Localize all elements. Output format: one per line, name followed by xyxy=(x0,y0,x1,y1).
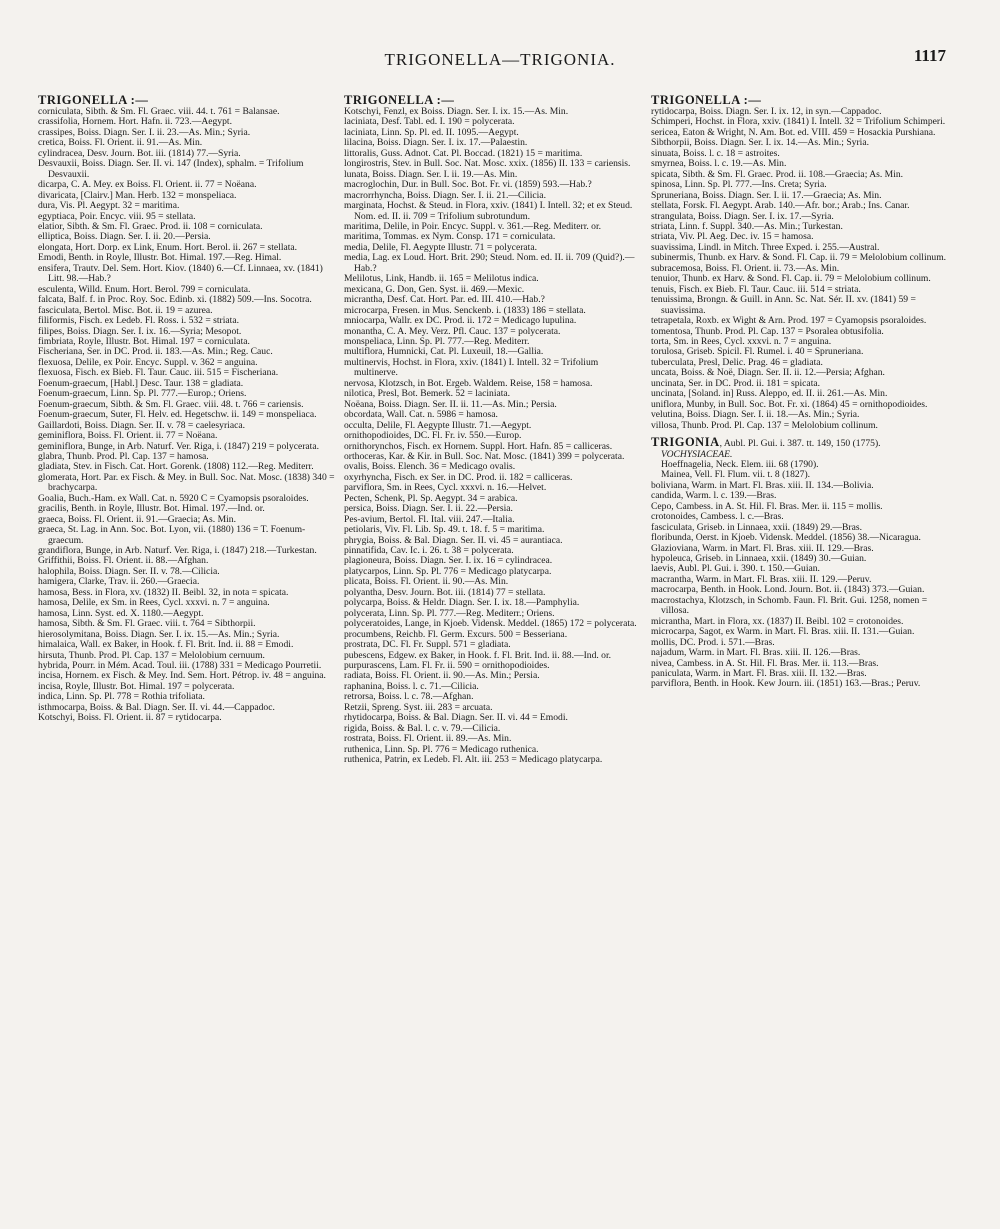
index-entry: fimbriata, Royle, Illustr. Bot. Himal. 197 = corniculata. xyxy=(38,335,250,347)
column-heading: TRIGONELLA :— xyxy=(344,93,455,107)
index-entry: Spruneriana, Boiss. Diagn. Ser. I. ii. 17.—Graecia; As. Min. xyxy=(651,189,882,201)
index-entry: macrocarpa, Benth. in Hook. Lond. Journ. Bot. ii. (1843) 373.—Guian. xyxy=(651,584,925,596)
index-entry: Pecten, Schenk, Pl. Sp. Aegypt. 34 = arabica. xyxy=(344,492,518,504)
index-entry: lilacina, Boiss. Diagn. Ser. I. ix. 17.—Palaestin. xyxy=(344,137,528,149)
index-entry: grandiflora, Bunge, in Arb. Naturf. Ver. Riga, i. (1847) 218.—Turkestan. xyxy=(38,545,317,557)
entry-list xyxy=(344,107,644,766)
index-entry: persica, Boiss. Diagn. Ser. I. ii. 22.—Persia. xyxy=(344,503,513,515)
index-entry: ovalis, Boiss. Elench. 36 = Medicago ovalis. xyxy=(344,461,516,473)
column-heading: TRIGONELLA :— xyxy=(38,93,149,107)
index-entry: Sibthorpii, Boiss. Diagn. Ser. I. ix. 14.—As. Min.; Syria. xyxy=(651,137,869,149)
index-entry: villosa, Thunb. Prod. Pl. Cap. 137 = Melolobium collinum. xyxy=(651,419,878,431)
index-entry: smyrnea, Boiss. l. c. 19.—As. Min. xyxy=(651,158,787,170)
index-entry: tomentosa, Thunb. Prod. Pl. Cap. 137 = Psoralea obtusifolia. xyxy=(651,325,884,337)
index-entry: geminiflora, Boiss. Fl. Orient. ii. 77 = Noëana. xyxy=(38,430,218,442)
index-entry: uniflora, Munby, in Bull. Soc. Bot. Fr. xi. (1864) 45 = ornithopodioides. xyxy=(651,398,928,410)
index-entry: raphanina, Boiss. l. c. 71.—Cilicia. xyxy=(344,680,479,692)
index-entry: sericea, Eaton & Wright, N. Am. Bot. ed. VIII. 459 = Hosackia Purshiana. xyxy=(651,126,936,138)
index-entry: Cepo, Cambess. in A. St. Hil. Fl. Bras. Mer. ii. 115 = mollis. xyxy=(651,500,883,512)
index-entry: spinosa, Linn. Sp. Pl. 777.—Ins. Creta; Syria. xyxy=(651,179,827,191)
index-entry: corniculata, Sibth. & Sm. Fl. Graec. viii. 44. t. 761 = Balansae. xyxy=(38,106,280,117)
column-1 xyxy=(38,94,338,724)
index-entry: hybrida, Pourr. in Mém. Acad. Toul. iii. (1788) 331 = Medicago Pourretii. xyxy=(38,660,322,672)
index-entry: pinnatifida, Cav. Ic. i. 26. t. 38 = polycerata. xyxy=(344,545,514,557)
index-entry: occulta, Delile, Fl. Aegypte Illustr. 71.—Aegypt. xyxy=(344,419,532,431)
index-entry: crassipes, Boiss. Diagn. Ser. I. ii. 23.—As. Min.; Syria. xyxy=(38,126,251,138)
index-entry: subracemosa, Boiss. Fl. Orient. ii. 73.—As. Min. xyxy=(651,262,840,274)
index-entry: hamosa, Linn. Syst. ed. X. 1180.—Aegypt. xyxy=(38,607,204,619)
index-entry: elongata, Hort. Dorp. ex Link, Enum. Hort. Berol. ii. 267 = stellata. xyxy=(38,241,298,253)
index-entry: hamosa, Sibth. & Sm. Fl. Graec. viii. t. 764 = Sibthorpii. xyxy=(38,618,256,630)
index-entry: laciniata, Desf. Tabl. ed. I. 190 = polycerata. xyxy=(344,116,515,128)
entry-list xyxy=(651,107,951,431)
index-entry: tenuissima, Brongn. & Guill. in Ann. Sc. Nat. Sér. II. xv. (1841) 59 = suavissima. xyxy=(651,294,916,316)
genus-name: TRIGONIA xyxy=(651,435,720,450)
index-entry: oxyrhyncha, Fisch. ex Ser. in DC. Prod. ii. 182 = calliceras. xyxy=(344,471,573,483)
index-entry: mniocarpa, Wallr. ex DC. Prod. ii. 172 = Medicago lupulina. xyxy=(344,315,577,327)
index-entry: esculenta, Willd. Enum. Hort. Berol. 799 = corniculata. xyxy=(38,283,251,295)
index-entry: purpurascens, Lam. Fl. Fr. ii. 590 = ornithopodioides. xyxy=(344,660,550,672)
index-entry: multinervis, Hochst. in Flora, xxiv. (1841) I. Intell. 32 = Trifolium multinerve. xyxy=(344,356,599,379)
index-entry: macrantha, Warm. in Mart. Fl. Bras. xiii. II. 129.—Peruv. xyxy=(651,573,872,585)
index-entry: graeca, Boiss. Fl. Orient. ii. 91.—Graecia; As. Min. xyxy=(38,513,236,525)
index-entry: geminiflora, Bunge, in Arb. Naturf. Ver. Riga, i. (1847) 219 = polycerata. xyxy=(38,440,319,452)
index-entry: microcarpa, Fresen. in Mus. Senckenb. i. (1833) 186 = stellata. xyxy=(344,304,586,316)
index-entry: strangulata, Boiss. Diagn. Ser. I. ix. 17.—Syria. xyxy=(651,210,834,222)
column-2 xyxy=(344,94,644,766)
index-entry: plagioneura, Boiss. Diagn. Ser. I. ix. 16 = cylindracea. xyxy=(344,555,553,567)
index-entry: plicata, Boiss. Fl. Orient. ii. 90.—As. Min. xyxy=(344,576,509,588)
index-entry: Gaillardoti, Boiss. Diagn. Ser. II. v. 78 = caelesyriaca. xyxy=(38,419,246,431)
index-entry: crotonoides, Cambess. l. c.—Bras. xyxy=(651,511,784,523)
index-entry: flexuosa, Fisch. ex Bieb. Fl. Taur. Cauc. iii. 515 = Fischeriana. xyxy=(38,367,279,379)
index-entry: hirsuta, Thunb. Prod. Pl. Cap. 137 = Melolobium cernuum. xyxy=(38,649,265,661)
index-entry: Fischeriana, Ser. in DC. Prod. ii. 183.—As. Min.; Reg. Cauc. xyxy=(38,346,273,358)
index-entry: Foenum-graecum, Sibth. & Sm. Fl. Graec. viii. 48. t. 766 = cariensis. xyxy=(38,398,304,410)
index-entry: Goalia, Buch.-Ham. ex Wall. Cat. n. 5920 C = Cyamopsis psoraloides. xyxy=(38,492,309,504)
index-entry: Foenum-graecum, [Habl.] Desc. Taur. 138 = gladiata. xyxy=(38,377,244,389)
index-entry: macrostachya, Klotzsch, in Schomb. Faun. Fl. Brit. Gui. 1258, nomen = villosa. xyxy=(651,594,928,617)
index-entry: floribunda, Oerst. in Kjoeb. Vidensk. Meddel. (1856) 38.—Nicaragua. xyxy=(651,532,921,544)
index-entry: parviflora, Benth. in Hook. Kew Journ. iii. (1851) 163.—Bras.; Peruv. xyxy=(651,678,921,690)
index-entry: falcata, Balf. f. in Proc. Roy. Soc. Edinb. xi. (1882) 509.—Ins. Socotra. xyxy=(38,294,312,306)
column-3 xyxy=(651,94,951,690)
index-entry: obcordata, Wall. Cat. n. 5986 = hamosa. xyxy=(344,409,498,421)
index-entry: pubescens, Edgew. ex Baker, in Hook. f. Fl. Brit. Ind. ii. 88.—Ind. or. xyxy=(344,649,612,661)
index-entry: Emodi, Benth. in Royle, Illustr. Bot. Himal. 197.—Reg. Himal. xyxy=(38,252,282,264)
index-entry: isthmocarpa, Boiss. & Bal. Diagn. Ser. II. vi. 44.—Cappadoc. xyxy=(38,701,275,713)
index-entry: stellata, Forsk. Fl. Aegypt. Arab. 140.—Afr. bor.; Arab.; Ins. Canar. xyxy=(651,200,910,212)
index-entry: indica, Linn. Sp. Pl. 778 = Rothia trifoliata. xyxy=(38,691,205,703)
index-entry: tuberculata, Presl, Delic. Prag. 46 = gladiata. xyxy=(651,356,823,368)
index-entry: polycerata, Linn. Sp. Pl. 777.—Reg. Mediterr.; Oriens. xyxy=(344,607,555,619)
page-title: TRIGONELLA—TRIGONIA. xyxy=(384,50,616,69)
index-entry: crassifolia, Hornem. Hort. Hafn. ii. 723.—Aegypt. xyxy=(38,116,232,128)
index-entry: glabra, Thunb. Prod. Pl. Cap. 137 = hamosa. xyxy=(38,450,209,462)
index-entry: subinermis, Thunb. ex Harv. & Sond. Fl. Cap. ii. 79 = Melolobium collinum. xyxy=(651,252,947,264)
column-heading: TRIGONELLA :— xyxy=(651,93,762,107)
index-entry: tenuior, Thunb. ex Harv. & Sond. Fl. Cap. ii. 79 = Melolobium collinum. xyxy=(651,273,931,285)
index-entry: fasciculata, Griseb. in Linnaea, xxii. (1849) 29.—Bras. xyxy=(651,521,863,533)
index-entry: Desvauxii, Boiss. Diagn. Ser. II. vi. 147 (Index), sphalm. = Trifolium Desvauxii. xyxy=(38,158,304,180)
index-entry: maritima, Delile, in Poir. Encyc. Suppl. v. 361.—Reg. Mediterr. or. xyxy=(344,220,602,232)
index-entry: orthoceras, Kar. & Kir. in Bull. Soc. Nat. Mosc. (1841) 399 = polycerata. xyxy=(344,450,625,462)
running-head xyxy=(0,46,1000,74)
index-entry: rostrata, Boiss. Fl. Orient. ii. 89.—As. Min. xyxy=(344,733,512,745)
index-entry: ruthenica, Linn. Sp. Pl. 776 = Medicago ruthenica. xyxy=(344,743,539,755)
index-entry: hypoleuca, Griseb. in Linnaea, xxii. (1849) 30.—Guian. xyxy=(651,553,867,565)
index-entry: rhytidocarpa, Boiss. & Bal. Diagn. Ser. II. vi. 44 = Emodi. xyxy=(344,712,568,724)
index-entry: cylindracea, Desv. Journ. Bot. iii. (1814) 77.—Syria. xyxy=(38,147,241,159)
index-entry: rigida, Boiss. & Bal. l. c. v. 79.—Cilicia. xyxy=(344,722,501,734)
index-entry: radiata, Boiss. Fl. Orient. ii. 90.—As. Min.; Persia. xyxy=(344,670,540,682)
index-entry: micrantha, Mart. in Flora, xx. (1837) II. Beibl. 102 = crotonoides. xyxy=(651,615,904,627)
index-entry: fasciculata, Bertol. Misc. Bot. ii. 19 = azurea. xyxy=(38,304,213,316)
index-entry: media, Lag. ex Loud. Hort. Brit. 290; Steud. Nom. ed. II. ii. 709 (Quid?).—Hab.? xyxy=(344,252,635,274)
index-entry: maritima, Tommas. ex Nym. Consp. 171 = corniculata. xyxy=(344,231,556,243)
index-entry: lunata, Boiss. Diagn. Ser. I. ii. 19.—As. Min. xyxy=(344,168,518,180)
index-entry: Kotschyi, Fenzl, ex Boiss. Diagn. Ser. I. ix. 15.—As. Min. xyxy=(344,106,569,117)
index-entry: micrantha, Desf. Cat. Hort. Par. ed. III. 410.—Hab.? xyxy=(344,294,545,306)
index-entry: spicata, Sibth. & Sm. Fl. Graec. Prod. ii. 108.—Graecia; As. Min. xyxy=(651,168,904,180)
index-entry: hierosolymitana, Boiss. Diagn. Ser. I. ix. 15.—As. Min.; Syria. xyxy=(38,628,280,640)
index-entry: ornithorynchos, Fisch. ex Hornem. Suppl. Hort. Hafn. 85 = calliceras. xyxy=(344,440,613,452)
index-entry: ruthenica, Patrin, ex Ledeb. Fl. Alt. iii. 253 = Medicago platycarpa. xyxy=(344,754,603,766)
index-entry: rytidocarpa, Boiss. Diagn. Ser. I. ix. 12, in syn.—Cappadoc. xyxy=(651,106,882,117)
index-entry: marginata, Hochst. & Steud. in Flora, xxiv. (1841) I. Intell. 32; et ex Steud. Nom. ed. II. ii. 709 = Trifolium subrotundum. xyxy=(344,200,633,222)
index-entry: striata, Viv. Pl. Aeg. Dec. iv. 15 = hamosa. xyxy=(651,231,814,243)
index-entry: nivea, Cambess. in A. St. Hil. Fl. Bras. Mer. ii. 113.—Bras. xyxy=(651,657,879,669)
index-entry: platycarpos, Linn. Sp. Pl. 776 = Medicago platycarpa. xyxy=(344,565,552,577)
index-entry: filiformis, Fisch. ex Ledeb. Fl. Ross. i. 532 = striata. xyxy=(38,315,240,327)
index-entry: longirostris, Stev. in Bull. Soc. Nat. Mosc. xxix. (1856) II. 133 = cariensis. xyxy=(344,158,631,170)
index-entry: polycarpa, Boiss. & Heldr. Diagn. Ser. I. ix. 18.—Pamphylia. xyxy=(344,597,580,609)
index-entry: procumbens, Reichb. Fl. Germ. Excurs. 500 = Besseriana. xyxy=(344,628,568,640)
index-entry: egyptiaca, Poir. Encyc. viii. 95 = stellata. xyxy=(38,210,196,222)
index-entry: Foenum-graecum, Suter, Fl. Helv. ed. Hegetschw. ii. 149 = monspeliaca. xyxy=(38,409,317,421)
index-entry: macroglochin, Dur. in Bull. Soc. Bot. Fr. vi. (1859) 593.—Hab.? xyxy=(344,179,592,191)
index-entry: media, Delile, Fl. Aegypte Illustr. 71 = polycerata. xyxy=(344,241,537,253)
index-entry: monspeliaca, Linn. Sp. Pl. 777.—Reg. Mediterr. xyxy=(344,335,530,347)
index-entry: mexicana, G. Don, Gen. Syst. ii. 469.—Mexic. xyxy=(344,283,525,295)
index-entry: littoralis, Guss. Adnot. Cat. Pl. Boccad. (1821) 15 = maritima. xyxy=(344,147,583,159)
index-entry: halophila, Boiss. Diagn. Ser. II. v. 78.—Cilicia. xyxy=(38,565,220,577)
index-entry: Kotschyi, Boiss. Fl. Orient. ii. 87 = rytidocarpa. xyxy=(38,712,222,724)
index-entry: boliviana, Warm. in Mart. Fl. Bras. xiii. II. 134.—Bolivia. xyxy=(651,479,874,491)
index-entry: retrorsa, Boiss. l. c. 78.—Afghan. xyxy=(344,691,474,703)
index-entry: Melilotus, Link, Handb. ii. 165 = Melilotus indica. xyxy=(344,273,539,285)
index-entry: ensifera, Trautv. Del. Sem. Hort. Kiov. (1840) 6.—Cf. Linnaea, xv. (1841) Litt. 98.—Hab.? xyxy=(38,262,323,285)
index-entry: glomerata, Hort. Par. ex Fisch. & Mey. in Bull. Soc. Nat. Mosc. (1838) 340 = brachycarpa. xyxy=(38,471,335,494)
index-entry: hamosa, Bess. in Flora, xv. (1832) II. Beibl. 32, in nota = spicata. xyxy=(38,586,289,598)
index-entry: gladiata, Stev. in Fisch. Cat. Hort. Gorenk. (1808) 112.—Reg. Mediterr. xyxy=(38,461,314,473)
index-entry: Noëana, Boiss. Diagn. Ser. II. ii. 11.—As. Min.; Persia. xyxy=(344,398,557,410)
species-list xyxy=(651,481,951,690)
index-entry: multiflora, Humnicki, Cat. Pl. Luxeuil, 18.—Gallia. xyxy=(344,346,544,358)
index-entry: Retzii, Spreng. Syst. iii. 283 = arcuata. xyxy=(344,701,493,713)
synonym-list xyxy=(651,460,951,481)
index-entry: dura, Vis. Pl. Aegypt. 32 = maritima. xyxy=(38,200,180,212)
index-entry: laevis, Aubl. Pl. Gui. i. 390. t. 150.—Guian. xyxy=(651,563,820,575)
index-entry: torta, Sm. in Rees, Cycl. xxxvi. n. 7 = anguina. xyxy=(651,335,832,347)
index-entry: polyceratoides, Lange, in Kjoeb. Vidensk. Meddel. (1865) 172 = polycerata. xyxy=(344,618,637,630)
index-entry: elliptica, Boiss. Diagn. Ser. I. ii. 20.—Persia. xyxy=(38,231,211,243)
index-entry: graeca, St. Lag. in Ann. Soc. Bot. Lyon, vii. (1880) 136 = T. Foenum-graecum. xyxy=(38,524,306,546)
index-entry: incisa, Hornem. ex Fisch. & Mey. Ind. Sem. Hort. Pétrop. iv. 48 = anguina. xyxy=(38,670,326,682)
index-entry: laciniata, Linn. Sp. Pl. ed. II. 1095.—Aegypt. xyxy=(344,126,519,138)
synonym-entry: Mainea, Vell. Fl. Flum. vii. t. 8 (1827). xyxy=(661,469,811,481)
genus-entry-trigonia xyxy=(651,437,951,449)
index-entry: uncata, Boiss. & Noë, Diagn. Ser. II. ii. 12.—Persia; Afghan. xyxy=(651,367,885,379)
index-entry: uncinata, [Soland. in] Russ. Aleppo, ed. II. ii. 261.—As. Min. xyxy=(651,388,888,400)
index-entry: Foenum-graecum, Linn. Sp. Pl. 777.—Europ.; Oriens. xyxy=(38,388,247,400)
index-entry: striata, Linn. f. Suppl. 340.—As. Min.; Turkestan. xyxy=(651,220,843,232)
index-entry: Schimperi, Hochst. in Flora, xxiv. (1841) I. Intell. 32 = Trifolium Schimperi. xyxy=(651,116,946,128)
index-entry: cretica, Boiss. Fl. Orient. ii. 91.—As. Min. xyxy=(38,137,203,149)
index-entry: elatior, Sibth. & Sm. Fl. Graec. Prod. ii. 108 = corniculata. xyxy=(38,220,263,232)
index-entry: mollis, DC. Prod. i. 571.—Bras. xyxy=(651,636,775,648)
index-entry: uncinata, Ser. in DC. Prod. ii. 181 = spicata. xyxy=(651,377,821,389)
index-entry: najadum, Warm. in Mart. Fl. Bras. xiii. II. 126.—Bras. xyxy=(651,647,861,659)
index-entry: sinuata, Boiss. l. c. 18 = astroites. xyxy=(651,147,780,159)
index-entry: phrygia, Boiss. & Bal. Diagn. Ser. II. vi. 45 = aurantiaca. xyxy=(344,534,563,546)
index-entry: prostrata, DC. Fl. Fr. Suppl. 571 = gladiata. xyxy=(344,639,511,651)
index-entry: tenuis, Fisch. ex Bieb. Fl. Taur. Cauc. iii. 514 = striata. xyxy=(651,283,861,295)
index-entry: polyantha, Desv. Journ. Bot. iii. (1814) 77 = stellata. xyxy=(344,586,546,598)
index-entry: hamigera, Clarke, Trav. ii. 260.—Graecia. xyxy=(38,576,200,588)
index-entry: gracilis, Benth. in Royle, Illustr. Bot. Himal. 197.—Ind. or. xyxy=(38,503,265,515)
family-name: VOCHYSIACEAE. xyxy=(661,448,733,460)
genus-citation: , Aubl. Pl. Gui. i. 387. tt. 149, 150 (1775). xyxy=(719,438,881,450)
entry-list xyxy=(38,107,338,724)
index-entry: filipes, Boiss. Diagn. Ser. I. ix. 16.—Syria; Mesopot. xyxy=(38,325,242,337)
index-entry: velutina, Boiss. Diagn. Ser. I. ii. 18.—As. Min.; Syria. xyxy=(651,409,860,421)
index-entry: himalaica, Wall. ex Baker, in Hook. f. Fl. Brit. Ind. ii. 88 = Emodi. xyxy=(38,639,294,651)
index-entry: tetrapetala, Roxb. ex Wight & Arn. Prod. 197 = Cyamopsis psoraloides. xyxy=(651,315,927,327)
index-entry: paniculata, Warm. in Mart. Fl. Bras. xiii. II. 132.—Bras. xyxy=(651,668,867,680)
index-entry: candida, Warm. l. c. 139.—Bras. xyxy=(651,490,777,502)
index-entry: nervosa, Klotzsch, in Bot. Ergeb. Waldem. Reise, 158 = hamosa. xyxy=(344,377,593,389)
index-entry: nilotica, Presl, Bot. Bemerk. 52 = laciniata. xyxy=(344,388,511,400)
index-entry: torulosa, Griseb. Spicil. Fl. Rumel. i. 40 = Spruneriana. xyxy=(651,346,864,358)
index-entry: suavissima, Lindl. in Mitch. Three Exped. i. 255.—Austral. xyxy=(651,241,880,253)
index-entry: microcarpa, Sagot, ex Warm. in Mart. Fl. Bras. xiii. II. 131.—Guian. xyxy=(651,626,915,638)
index-entry: Glazioviana, Warm. in Mart. Fl. Bras. xiii. II. 129.—Bras. xyxy=(651,542,874,554)
page-number: 1117 xyxy=(913,46,946,65)
index-entry: divaricata, [Clairv.] Man. Herb. 132 = monspeliaca. xyxy=(38,189,237,201)
index-entry: hamosa, Delile, ex Sm. in Rees, Cycl. xxxvi. n. 7 = anguina. xyxy=(38,597,270,609)
index-entry: incisa, Royle, Illustr. Bot. Himal. 197 = polycerata. xyxy=(38,680,235,692)
index-entry: petiolaris, Viv. Fl. Lib. Sp. 49. t. 18. f. 5 = maritima. xyxy=(344,524,545,536)
index-entry: Griffithii, Boiss. Fl. Orient. ii. 88.—Afghan. xyxy=(38,555,209,567)
index-entry: flexuosa, Delile, ex Poir. Encyc. Suppl. v. 362 = anguina. xyxy=(38,356,258,368)
index-entry: Pes-avium, Bertol. Fl. Ital. viii. 247.—Italia. xyxy=(344,513,515,525)
index-entry: ornithopodioides, DC. Fl. Fr. iv. 550.—Europ. xyxy=(344,430,522,442)
synonym-entry: Hoeffnagelia, Neck. Elem. iii. 68 (1790). xyxy=(661,458,819,470)
index-entry: dicarpa, C. A. Mey. ex Boiss. Fl. Orient. ii. 77 = Noëana. xyxy=(38,179,257,191)
index-entry: monantha, C. A. Mey. Verz. Pfl. Cauc. 137 = polycerata. xyxy=(344,325,561,337)
index-entry: macrorrhyncha, Boiss. Diagn. Ser. I. ii. 21.—Cilicia. xyxy=(344,189,546,201)
index-entry: parviflora, Sm. in Rees, Cycl. xxxvi. n. 16.—Helvet. xyxy=(344,482,547,494)
